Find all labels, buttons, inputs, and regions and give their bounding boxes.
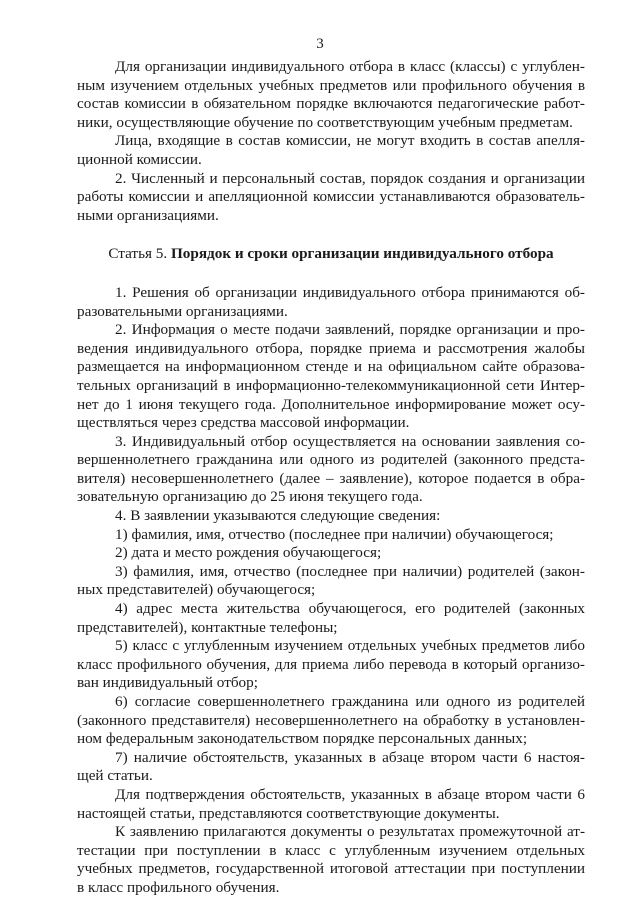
text-line: К заявлению прилагаются документы о результатах промежуточной ат- (115, 823, 585, 841)
text-line: вителя) несовершеннолетнего (далее – заявление), которое подается в обра- (77, 469, 585, 487)
text-line: зовательную организацию до 25 июня текущего года. (77, 488, 423, 506)
paragraph (77, 507, 585, 526)
text-line: Для подтверждения обстоятельств, указанных в абзаце втором части 6 (115, 785, 585, 803)
paragraph (77, 433, 585, 507)
paragraph (77, 284, 585, 321)
text-line: ными организациями. (77, 206, 219, 224)
text-line: ных представителей) обучающегося; (77, 581, 316, 599)
text-line: 1. Решения об организации индивидуального отбора принимаются об- (115, 283, 585, 301)
text-line: работы комиссии и апелляционной комиссии устанавливаются образователь- (77, 188, 585, 206)
text-line: разовательными организациями. (77, 302, 288, 320)
paragraph (77, 600, 585, 637)
text-line: 3) фамилия, имя, отчество (последнее при наличии) родителей (закон- (115, 562, 585, 580)
text-line: ным изучением отдельных учебных предметов или профильного обучения в (77, 76, 585, 94)
text-line: ществляться через средства массовой информации. (77, 414, 410, 432)
article-number: Статья 5. (108, 245, 168, 263)
text-line: щей статьи. (77, 767, 153, 785)
text-line: 6) согласие совершеннолетнего гражданина или одного из родителей (115, 693, 585, 710)
text-line: 1) фамилия, имя, отчество (последнее при наличии) обучающегося; (115, 525, 554, 543)
text-line: 3. Индивидуальный отбор осуществляется на основании заявления со- (115, 432, 585, 450)
paragraph (77, 637, 585, 693)
paragraph (77, 786, 585, 823)
text-line: ван индивидуальный отбор; (77, 674, 258, 692)
text-line: 7) наличие обстоятельств, указанных в абзаце втором части 6 настоя- (115, 748, 585, 766)
text-line: Лица, входящие в состав комиссии, не могут входить в состав апелля- (115, 132, 585, 150)
text-line: настоящей статьи, представляются соответствующие документы. (77, 804, 500, 822)
text-line: ники, осуществляющие обучение по соответствующим учебным предметам. (77, 113, 573, 131)
text-line: 2. Информация о месте подачи заявлений, порядке организации и про- (115, 321, 585, 339)
text-line: 4) адрес места жительства обучающегося, его родителей (законных (115, 600, 585, 618)
paragraph (77, 823, 585, 897)
text-line: представителей), контактные телефоны; (77, 618, 338, 636)
text-line: 5) класс с углубленным изучением отдельных учебных предметов либо (115, 637, 585, 655)
section-after-heading (77, 284, 585, 898)
section-before-heading (77, 58, 585, 225)
text-line: 2) дата и место рождения обучающегося; (115, 544, 382, 562)
page-number: 3 (316, 36, 324, 52)
text-line: тельных организаций в информационно-телекоммуникационной сети Интер- (77, 376, 585, 394)
paragraph (77, 132, 585, 169)
text-line: состав комиссии в обязательном порядке включаются педагогические работ- (77, 95, 585, 113)
text-line: ведения индивидуального отбора, порядке приема и рассмотрения жалобы (77, 339, 585, 357)
paragraph (77, 170, 585, 226)
paragraph (77, 58, 585, 132)
text-line: 4. В заявлении указываются следующие сведения: (115, 507, 441, 525)
text-line: нет до 1 июня текущего года. Дополнительное информирование может осу- (77, 395, 585, 413)
article-title: Порядок и сроки организации индивидуального отбора (170, 245, 554, 263)
text-line: в класс профильного обучения. (77, 878, 280, 896)
text-line: вершеннолетнего гражданина или одного из родителей (законного предста- (77, 451, 585, 469)
document-body (77, 58, 585, 898)
text-line: класс профильного обучения, для приема либо перевода в который организо- (77, 655, 585, 673)
paragraph (77, 321, 585, 433)
paragraph (77, 526, 585, 545)
paragraph (77, 693, 585, 749)
text-line: ном федеральным законодательством порядке персональных данных; (77, 730, 528, 748)
text-line: 2. Численный и персональный состав, порядок создания и организации (115, 169, 585, 187)
text-line: Для организации индивидуального отбора в класс (классы) с углублен- (115, 58, 585, 75)
text-line: (законного представителя) несовершеннолетнего на обработку в установлен- (77, 711, 585, 729)
paragraph (77, 563, 585, 600)
article-heading (77, 245, 585, 264)
text-line: размещается на информационном стенде и на официальном сайте образова- (77, 358, 585, 376)
paragraph (77, 749, 585, 786)
text-line: тестации при поступлении в класс с углубленным изучением отдельных (77, 841, 585, 859)
paragraph (77, 544, 585, 563)
text-line: учебных предметов, государственной итоговой аттестации при поступлении (77, 860, 585, 878)
text-line: ционной комиссии. (77, 150, 202, 168)
